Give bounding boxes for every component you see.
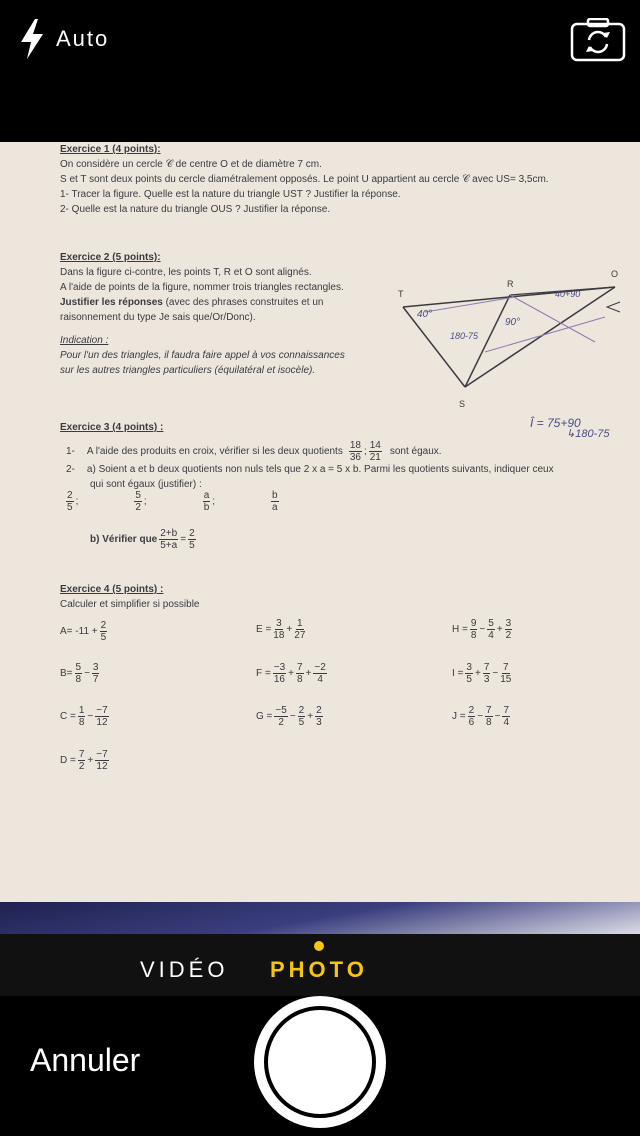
- expression-I: I = $\frac{3}{5}$ + $\frac{7}{3}$ − $\frac{7}{15}$: [452, 662, 512, 685]
- background-surface: [0, 902, 640, 934]
- label-R: R: [507, 279, 514, 289]
- label-S: S: [459, 399, 466, 409]
- mode-photo[interactable]: PHOTO: [270, 957, 368, 982]
- ex2-line: raisonnement du type Je sais que/Or/Donc).: [60, 312, 256, 323]
- flash-label: Auto: [56, 26, 110, 51]
- option-fraction: $\frac{2}{5}$: [67, 490, 73, 513]
- ex1-line: S et T sont deux points du cercle diamétralement opposés. Le point U appartient au cercle 𝒞 avec US= 3,5cm.: [60, 174, 549, 185]
- top-bar: [0, 0, 640, 142]
- fraction-18-36: $\frac{18}{36}$: [349, 440, 361, 463]
- flash-toggle[interactable]: [18, 18, 109, 60]
- angle-40-90: 40+90: [555, 289, 581, 299]
- label-O: O: [611, 269, 619, 279]
- mode-video[interactable]: VIDÉO: [140, 957, 229, 982]
- ex1-title: Exercice 1 (4 points):: [60, 144, 161, 155]
- geometry-figure: [395, 257, 640, 442]
- ex2-line: Justifier les réponses (avec des phrases construites et un: [60, 297, 324, 308]
- ex2-indication-title: Indication :: [60, 335, 109, 346]
- fraction-14-21: $\frac{14}{21}$: [369, 440, 381, 463]
- ex1-line: 1- Tracer la figure. Quelle est la nature du triangle UST ? Justifier la réponse.: [60, 189, 401, 200]
- ex2-line: A l'aide de points de la figure, nommer trois triangles rectangles.: [60, 282, 344, 293]
- ex2-indication: Pour l'un des triangles, il faudra faire appel à vos connaissances: [60, 350, 345, 361]
- shutter-button[interactable]: [254, 996, 386, 1128]
- expression-B: B= $\frac{5}{8}$ − $\frac{3}{7}$: [60, 662, 99, 685]
- exercise-4: [60, 582, 460, 612]
- ex2-indication: sur les autres triangles particuliers (équilatéral et isocèle).: [60, 365, 316, 376]
- expression-H: H = $\frac{9}{8}$ − $\frac{5}{4}$ + $\frac{3}{2}$: [452, 618, 512, 641]
- ex4-subtitle: Calculer et simplifier si possible: [60, 599, 200, 610]
- ex2-line: Dans la figure ci-contre, les points T, R et O sont alignés.: [60, 267, 312, 278]
- ex3-options: $\frac{2}{5}$ ; $\frac{5}{2}$ ; $\frac{a}{b}$ ; $\frac{b}{a}$: [67, 490, 278, 513]
- expression-G: G = $\frac{-5}{2}$ − $\frac{2}{5}$ + $\frac{2}{3}$: [256, 705, 322, 728]
- expression-J: J = $\frac{2}{6}$ − $\frac{7}{8}$ − $\frac{7}{4}$: [452, 705, 509, 728]
- option-fraction: $\frac{a}{b}$: [203, 490, 210, 513]
- expression-E: E = $\frac{3}{18}$ + $\frac{1}{27}$: [256, 618, 306, 641]
- exercise-3: [60, 420, 620, 435]
- cancel-button[interactable]: Annuler: [30, 1042, 141, 1078]
- ex1-line: On considère un cercle 𝒞 de centre O et de diamètre 7 cm.: [60, 159, 322, 170]
- exercise-2: [60, 250, 390, 378]
- ex3-question-1: 1- A l'aide des produits en croix, vérifier si les deux quotients $\frac{18}{36}$ ; $\frac{14}{21}$ sont égaux.: [66, 440, 442, 463]
- ex3-title: Exercice 3 (4 points) :: [60, 422, 164, 433]
- camera-flip-icon[interactable]: [570, 18, 626, 62]
- active-mode-indicator: [314, 941, 324, 951]
- label-T: T: [398, 289, 404, 299]
- expression-A: A= -11 + $\frac{2}{5}$: [60, 620, 107, 643]
- exercise-1: [60, 142, 640, 217]
- ex3-question-2b: b) Vérifier que $\frac{2+b}{5+a}$ = $\frac{2}{5}$: [90, 528, 195, 551]
- angle-180-75: 180-75: [450, 331, 479, 341]
- expression-C: C = $\frac{1}{8}$ − $\frac{-7}{12}$: [60, 705, 108, 728]
- lightning-bolt-icon: [18, 18, 46, 60]
- ex1-line: 2- Quelle est la nature du triangle OUS ? Justifier la réponse.: [60, 204, 331, 215]
- expression-F: F = $\frac{-3}{16}$ + $\frac{7}{8}$ + $\frac{-2}{4}$: [256, 662, 326, 685]
- note-angle-I: Î = 75+90: [530, 416, 581, 430]
- camera-viewfinder[interactable]: [0, 142, 640, 934]
- ex3-question-2: 2- a) Soient a et b deux quotients non nuls tels que 2 x a = 5 x b. Parmi les quotients suivants, indiquer ceux qui sont égaux (justifier) :: [66, 464, 554, 490]
- ex2-title: Exercice 2 (5 points):: [60, 252, 161, 263]
- option-fraction: $\frac{5}{2}$: [135, 490, 141, 513]
- expression-D: D = $\frac{7}{2}$ + $\frac{-7}{12}$: [60, 749, 108, 772]
- shutter-button-icon: [264, 1006, 376, 1118]
- option-fraction: $\frac{b}{a}$: [272, 490, 278, 513]
- angle-90: 90°: [505, 317, 521, 328]
- ex4-title: Exercice 4 (5 points) :: [60, 584, 164, 595]
- note-180-75: ↳180-75: [566, 428, 610, 440]
- angle-40: 40°: [417, 309, 433, 320]
- document-page: [0, 142, 640, 912]
